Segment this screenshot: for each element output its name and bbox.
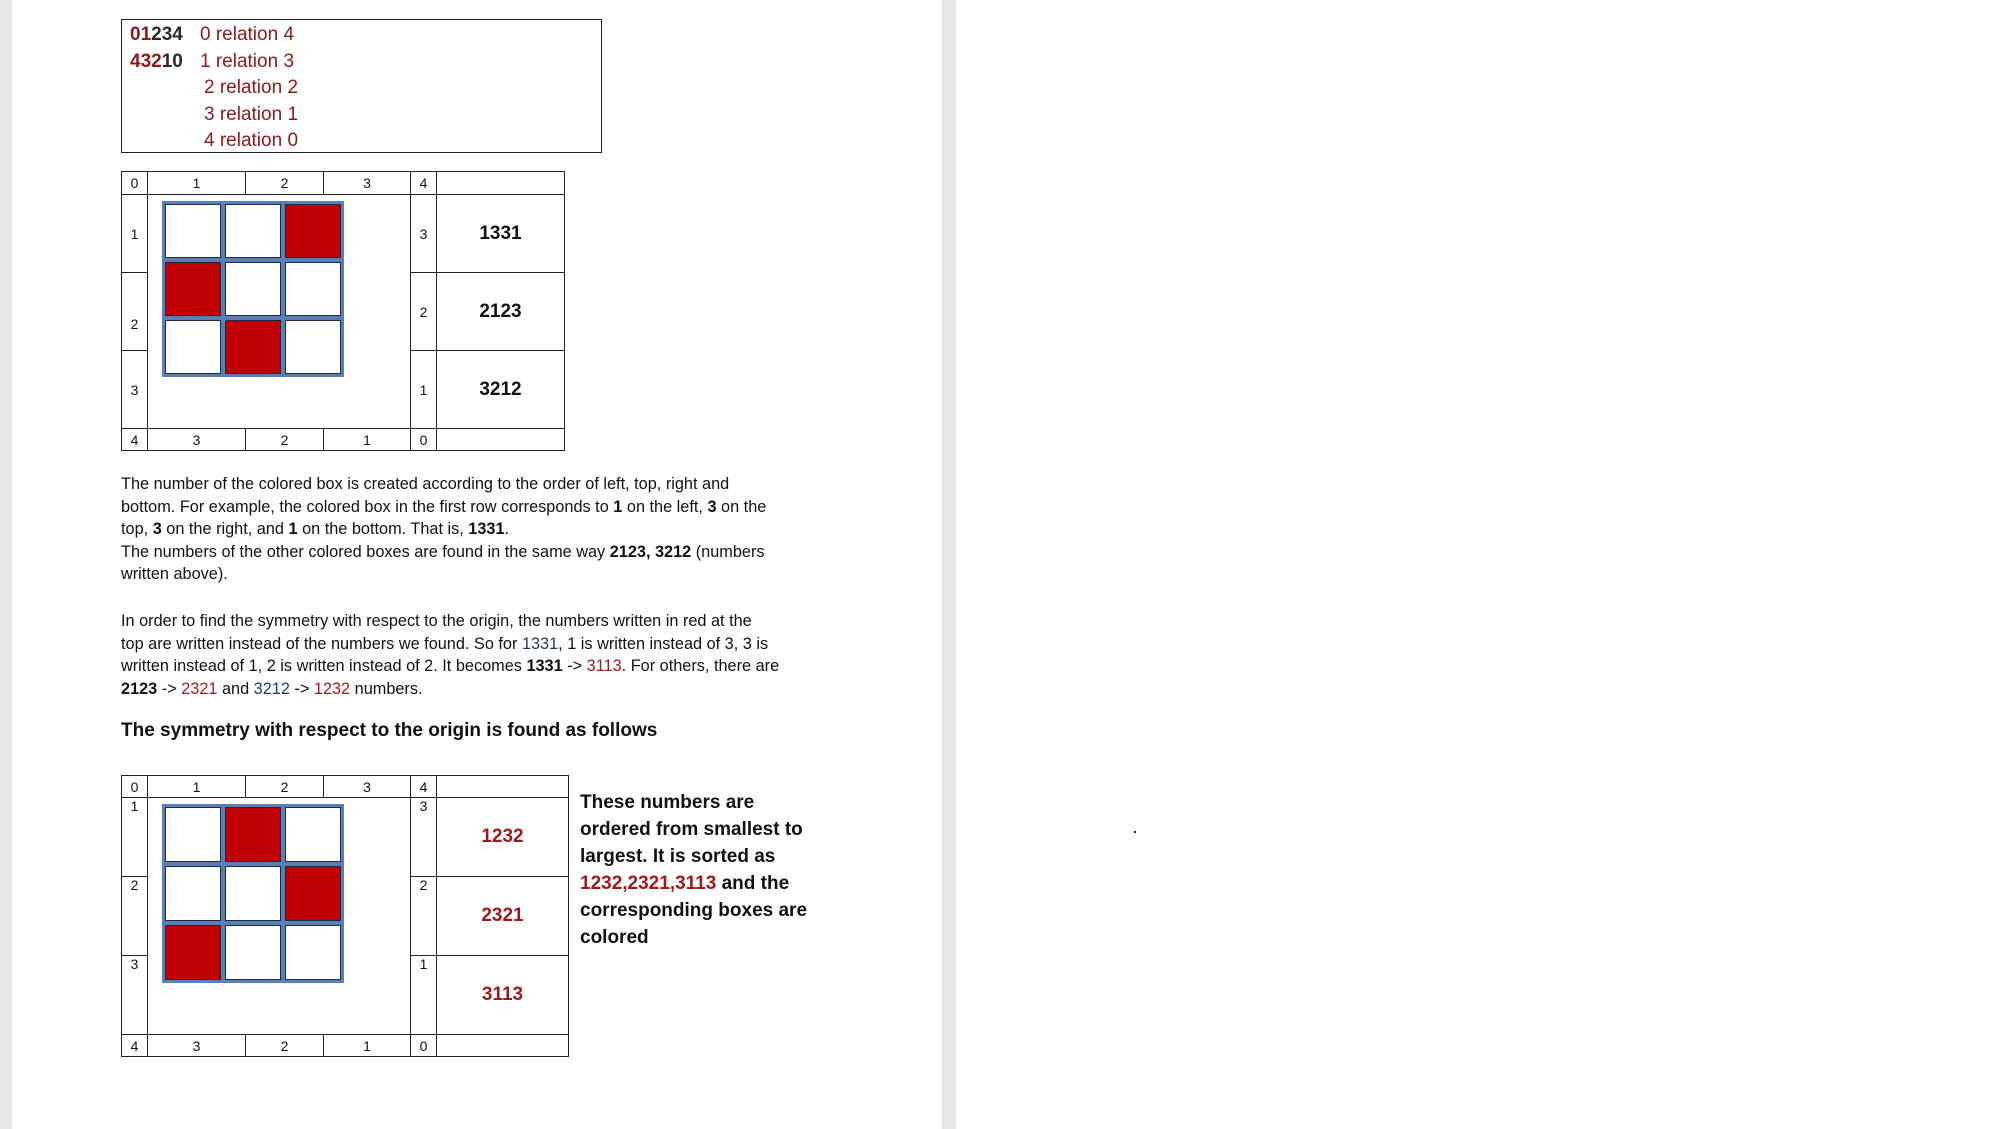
text-line <box>121 678 841 701</box>
text-line <box>121 655 841 678</box>
empty-box <box>165 204 221 258</box>
right-label: 1 <box>411 351 437 429</box>
bottom-label: 0 <box>411 1035 437 1057</box>
relation-line <box>122 22 601 49</box>
text-line: In order to find the symmetry with respect to the origin, the numbers written in red at the <box>121 612 752 630</box>
box-code: 2123 <box>437 273 565 351</box>
note-text: and the corresponding boxes are colored <box>580 873 808 948</box>
relation-text: 4 relation 0 <box>204 130 299 151</box>
left-label: 2 <box>122 877 148 956</box>
empty-box <box>285 262 341 316</box>
relation-text: 3 relation 1 <box>204 103 299 125</box>
relation-line <box>122 128 601 155</box>
box-code: 3212 <box>437 351 565 429</box>
text-span: . For others, there are <box>621 657 780 675</box>
text-span: (numbers <box>691 542 765 561</box>
empty-box <box>285 807 341 862</box>
text-span: on the right, and <box>161 520 289 538</box>
text-line: The number of the colored box is created according to the order of left, top, right and <box>121 475 730 493</box>
red-number: 3113 <box>586 657 622 675</box>
text-span: . <box>504 520 510 538</box>
empty-box <box>225 866 281 921</box>
top-label: 0 <box>122 776 148 798</box>
text-line: written above). <box>121 565 228 583</box>
bold-number: 1 <box>288 520 298 538</box>
text-span: top, <box>121 520 153 538</box>
sorting-note <box>580 789 820 951</box>
box-grid <box>162 804 344 983</box>
box-grid-cell <box>148 195 411 429</box>
top-label: 4 <box>411 776 437 798</box>
text-span: written instead of 1, 2 is written instead of 2. It becomes <box>121 657 527 675</box>
text-span: on the <box>716 497 767 516</box>
text-line <box>121 633 841 656</box>
grid-figure-2 <box>121 775 569 1057</box>
bottom-label: 1 <box>324 1035 411 1057</box>
red-number: 2321 <box>181 679 218 698</box>
box-grid-cell <box>148 798 411 1035</box>
left-label: 2 <box>122 273 148 351</box>
text-line <box>121 496 841 519</box>
empty-box <box>225 262 281 316</box>
sequence-red-part: 432 <box>130 50 162 72</box>
bold-number: 2123, 3212 <box>609 542 692 561</box>
note-text: These numbers are ordered from smallest to largest. It is sorted as <box>580 792 803 867</box>
bottom-label: 3 <box>148 429 246 451</box>
colored-box <box>225 807 281 862</box>
text-span: bottom. For example, the colored box in the first row corresponds to <box>121 497 614 516</box>
text-span: on the left, <box>622 497 708 516</box>
bottom-label: 4 <box>122 429 148 451</box>
right-label: 3 <box>411 195 437 273</box>
top-label: 1 <box>148 172 246 195</box>
stray-dot <box>1134 831 1136 833</box>
bottom-label: 1 <box>324 429 411 451</box>
left-label: 3 <box>122 956 148 1035</box>
header-blank-cell <box>437 172 565 195</box>
left-label: 1 <box>122 798 148 877</box>
bottom-label: 2 <box>246 429 324 451</box>
top-label: 1 <box>148 776 246 798</box>
left-label: 1 <box>122 195 148 273</box>
text-span: -> <box>562 657 587 675</box>
right-label: 3 <box>411 798 437 877</box>
colored-box <box>165 262 221 316</box>
top-label: 2 <box>246 172 324 195</box>
bottom-label: 3 <box>148 1035 246 1057</box>
top-label: 4 <box>411 172 437 195</box>
relation-text: 1 relation 3 <box>200 50 295 72</box>
text-span: -> <box>289 679 314 698</box>
bottom-label: 0 <box>411 429 437 451</box>
empty-box <box>285 925 341 980</box>
relation-line <box>122 75 601 102</box>
sequence-dark-part: 10 <box>161 50 183 72</box>
empty-box <box>165 807 221 862</box>
top-label: 0 <box>122 172 148 195</box>
empty-box <box>165 320 221 374</box>
relation-line <box>122 102 601 129</box>
text-span: on the bottom. That is, <box>297 520 469 538</box>
box-code: 3113 <box>437 956 569 1035</box>
colored-box <box>285 866 341 921</box>
bold-number: 1 <box>613 497 623 516</box>
empty-box <box>225 925 281 980</box>
right-label: 2 <box>411 877 437 956</box>
relation-box <box>121 19 602 153</box>
bold-number: 1331 <box>468 520 505 538</box>
empty-box <box>225 204 281 258</box>
sequence-dark-part: 234 <box>151 24 183 45</box>
sequence-red-part: 01 <box>130 24 152 45</box>
box-code: 1232 <box>437 798 569 877</box>
text-span: top are written instead of the numbers we found. So for <box>121 634 522 653</box>
top-label: 2 <box>246 776 324 798</box>
text-span: , 1 is written instead of 3, 3 is <box>558 634 769 653</box>
explanation-paragraph-2 <box>121 610 841 700</box>
right-label: 2 <box>411 273 437 351</box>
box-code: 1331 <box>437 195 565 273</box>
box-code: 2321 <box>437 877 569 956</box>
sequence-label <box>130 22 183 49</box>
number-span: 1331 <box>521 634 559 653</box>
left-label: 3 <box>122 351 148 429</box>
colored-box <box>225 320 281 374</box>
text-line <box>121 518 841 541</box>
bold-number: 3 <box>707 497 717 516</box>
colored-box <box>165 925 221 980</box>
right-label: 1 <box>411 956 437 1035</box>
note-sorted-numbers: 1232,2321,3113 <box>580 873 717 894</box>
bottom-label: 4 <box>122 1035 148 1057</box>
header-blank-cell <box>437 776 569 798</box>
colored-box <box>285 204 341 258</box>
text-span: The numbers of the other colored boxes are found in the same way <box>121 542 610 561</box>
red-number: 1232 <box>313 679 351 698</box>
footer-blank-cell <box>437 429 565 451</box>
empty-box <box>285 320 341 374</box>
bold-number: 2123 <box>121 679 158 698</box>
section-heading: The symmetry with respect to the origin is found as follows <box>121 720 658 741</box>
bottom-label: 2 <box>246 1035 324 1057</box>
grid-figure-1 <box>121 171 565 451</box>
top-label: 3 <box>324 172 411 195</box>
sequence-label <box>130 49 183 76</box>
text-span: and <box>217 679 254 698</box>
bold-number: 1331 <box>526 657 563 675</box>
relation-line <box>122 49 601 76</box>
text-span: numbers. <box>350 679 423 698</box>
box-grid <box>162 201 344 377</box>
bold-number: 3 <box>152 520 162 538</box>
empty-box <box>165 866 221 921</box>
relation-text: 0 relation 4 <box>200 24 295 45</box>
explanation-paragraph-1 <box>121 473 841 586</box>
document-page-2 <box>956 0 2000 1129</box>
footer-blank-cell <box>437 1035 569 1057</box>
text-line <box>121 541 841 564</box>
number-span: 3212 <box>253 679 290 698</box>
top-label: 3 <box>324 776 411 798</box>
text-span: -> <box>157 679 182 698</box>
relation-text: 2 relation 2 <box>204 77 299 98</box>
